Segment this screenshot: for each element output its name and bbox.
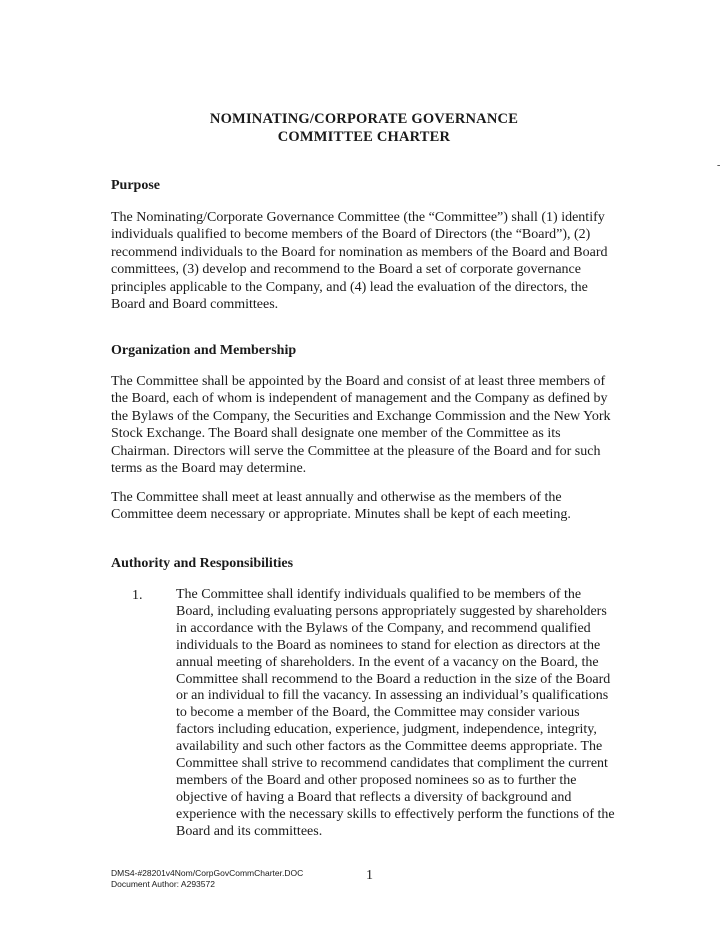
text-line: The Committee shall identify individuals qualified to be members of the: [176, 587, 582, 602]
text-line: to become a member of the Board, the Committee may consider various: [176, 705, 580, 721]
text-line: factors including education, experience, judgment, independence, integrity,: [176, 722, 597, 738]
text-line: The Committee shall be appointed by the Board and consist of at least three members of: [111, 374, 606, 389]
list-item-text: [176, 587, 636, 841]
text-line: experience with the necessary skills to effectively perform the functions of the: [176, 806, 615, 822]
text-line: Board and Board committees.: [111, 297, 279, 313]
footer-author: Document Author: A293572: [111, 879, 215, 889]
margin-mark: -: [717, 160, 721, 171]
text-line: recommend individuals to the Board for nomination as members of the Board and Board: [111, 244, 608, 260]
text-line: in accordance with the Bylaws of the Company, and recommend qualified: [176, 620, 591, 636]
organization-heading: Organization and Membership: [111, 343, 297, 358]
text-line: Board and its committees.: [176, 823, 323, 839]
text-line: Stock Exchange. The Board shall designate one member of the Committee as its: [111, 426, 561, 442]
text-line: committees, (3) develop and recommend to the Board a set of corporate governance: [111, 262, 581, 278]
organization-paragraph-2: [111, 489, 631, 524]
title-line-2: COMMITTEE CHARTER: [277, 129, 451, 145]
text-line: The Committee shall meet at least annually and otherwise as the members of the: [111, 490, 562, 505]
text-line: principles applicable to the Company, and (4) lead the evaluation of the directors, the: [111, 279, 588, 295]
page-number: 1: [366, 868, 373, 883]
text-line: The Nominating/Corporate Governance Committee (the “Committee”) shall (1) identify: [111, 210, 605, 225]
text-line: annual meeting of shareholders. In the event of a vacancy on the Board, the: [176, 654, 599, 670]
list-item-number: 1.: [132, 588, 143, 603]
text-line: objective of having a Board that reflects a diversity of background and: [176, 789, 572, 805]
text-line: terms as the Board may determine.: [111, 461, 307, 477]
purpose-paragraph: [111, 209, 631, 313]
text-line: the Board, each of whom is independent of management and the Company as defined by: [111, 391, 608, 407]
footer-doc-id: DMS4-#28201v4Nom/CorpGovCommCharter.DOC: [111, 868, 304, 878]
text-line: Committee deem necessary or appropriate. Minutes shall be kept of each meeting.: [111, 507, 571, 523]
text-line: Board, including evaluating persons appropriately suggested by shareholders: [176, 603, 607, 619]
text-line: members of the Board and other proposed nominees so as to further the: [176, 772, 577, 788]
text-line: individuals qualified to become members of the Board of Directors (the “Board”), (2): [111, 227, 591, 243]
text-line: the Bylaws of the Company, the Securities and Exchange Commission and the New York: [111, 408, 611, 424]
text-line: Committee shall strive to recommend candidates that compliment the current: [176, 756, 608, 772]
title-line-1: NOMINATING/CORPORATE GOVERNANCE: [209, 111, 519, 127]
text-line: availability and such other factors as the Committee deems appropriate. The: [176, 739, 603, 755]
authority-heading: Authority and Responsibilities: [111, 556, 294, 571]
text-line: or an individual to fill the vacancy. In assessing an individual’s qualifications: [176, 688, 609, 704]
organization-paragraph-1: [111, 373, 631, 477]
text-line: individuals to the Board as nominees to stand for election as directors at the: [176, 637, 601, 653]
text-line: Chairman. Directors will serve the Committee at the pleasure of the Board and for such: [111, 443, 601, 459]
text-line: Committee shall recommend to the Board a reduction in the size of the Board: [176, 671, 611, 687]
purpose-heading: Purpose: [111, 178, 160, 193]
